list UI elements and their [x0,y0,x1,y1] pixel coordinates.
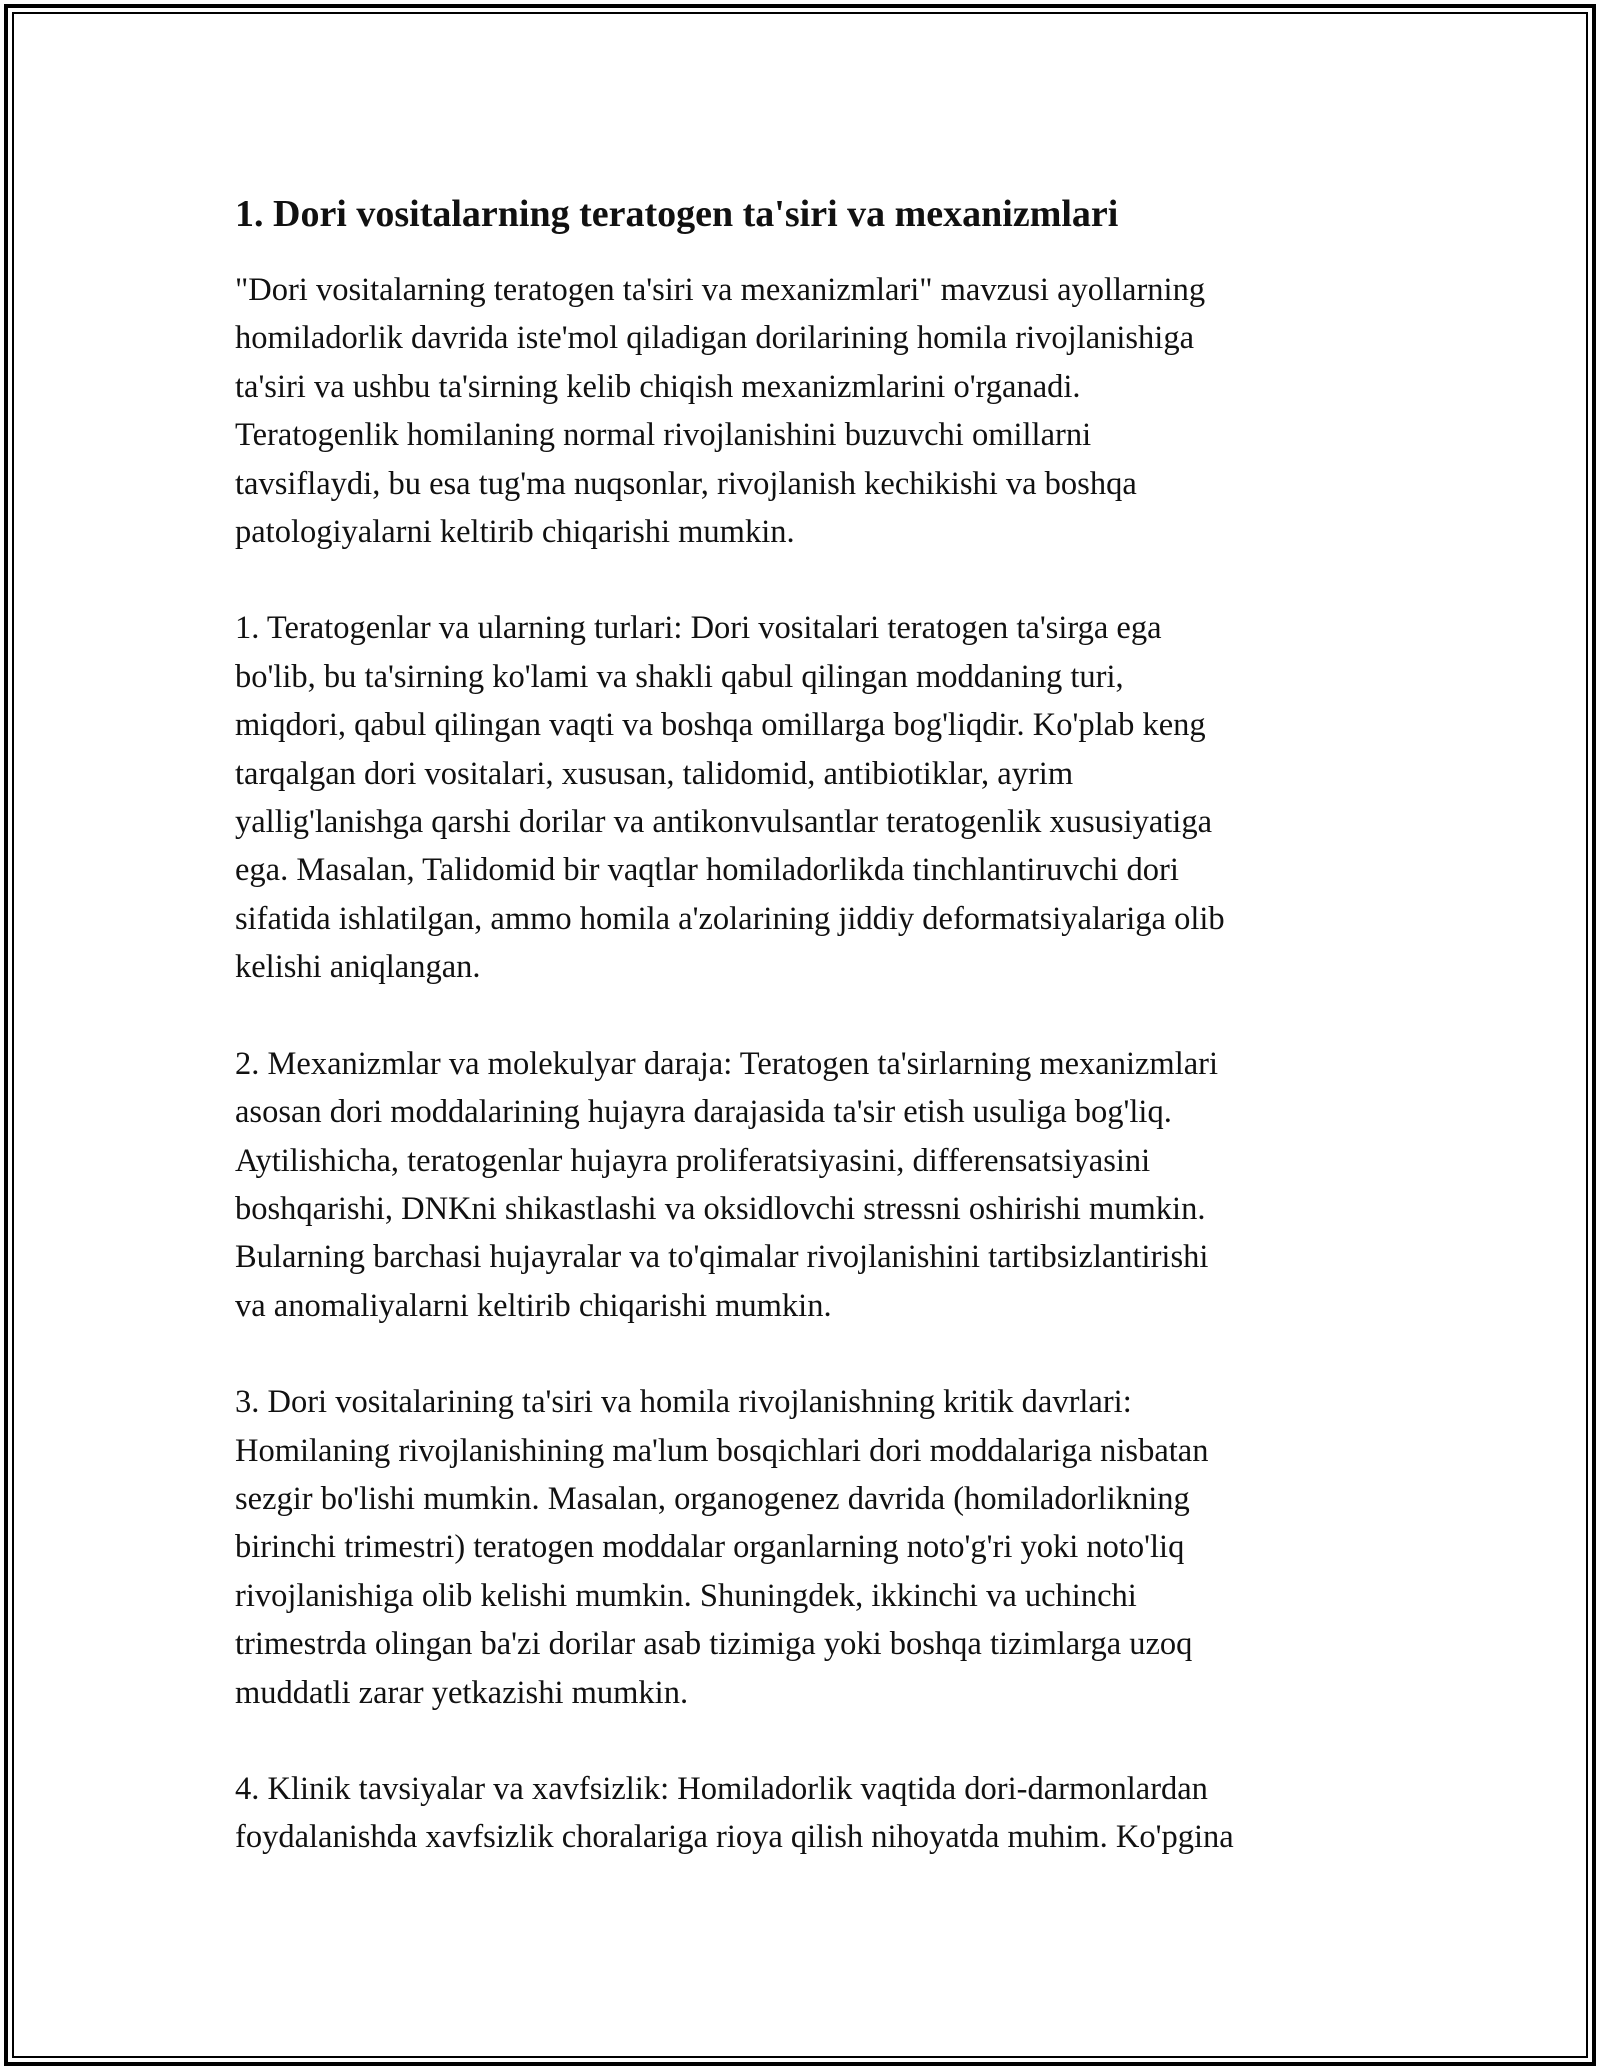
paragraph-line: miqdori, qabul qilingan vaqti va boshqa omillarga bog'liqdir. Ko'plab keng [235,707,1206,744]
paragraph-line: sezgir bo'lishi mumkin. Masalan, organogenez davrida (homiladorlikning [235,1480,1190,1517]
paragraph-line: tarqalgan dori vositalari, xususan, talidomid, antibiotiklar, ayrim [235,755,1074,792]
paragraph-line: Bularning barchasi hujayralar va to'qimalar rivojlanishini tartibsizlantirishi [235,1239,1209,1276]
paragraph-line: Aytilishicha, teratogenlar hujayra proliferatsiyasini, differensatsiyasini [235,1142,1151,1179]
paragraph-line: homiladorlik davrida iste'mol qiladigan dorilarining homila rivojlanishiga [235,320,1195,357]
paragraph-line: Teratogenlik homilaning normal rivojlanishini buzuvchi omillarni [235,417,1092,454]
paragraph-line: ega. Masalan, Talidomid bir vaqtlar homiladorlikda tinchlantiruvchi dori [235,852,1179,889]
paragraph-mechanisms [235,1040,1375,1330]
paragraph-line: boshqarishi, DNKni shikastlashi va oksidlovchi stressni oshirishi mumkin. [235,1190,1206,1227]
paragraph-line: va anomaliyalarni keltirib chiqarishi mumkin. [235,1287,832,1324]
paragraph-line: 3. Dori vositalarining ta'siri va homila rivojlanishning kritik davrlari: [235,1384,1132,1421]
paragraph-line: foydalanishda xavfsizlik choralariga rioya qilish nihoyatda muhim. Ko'pgina [235,1819,1234,1856]
paragraph-clinical-safety [235,1765,1375,1862]
paragraph-line: rivojlanishiga olib kelishi mumkin. Shuningdek, ikkinchi va uchinchi [235,1577,1137,1614]
paragraph-line: tavsiflaydi, bu esa tug'ma nuqsonlar, rivojlanish kechikishi va boshqa [235,465,1137,502]
document-body [235,188,1375,1910]
paragraph-line: patologiyalarni keltirib chiqarishi mumkin. [235,514,795,551]
paragraph-line: 1. Teratogenlar va ularning turlari: Dori vositalari teratogen ta'sirga ega [235,610,1162,647]
paragraph-critical-periods [235,1378,1375,1717]
paragraph-line: "Dori vositalarning teratogen ta'siri va mexanizmlari" mavzusi ayollarning [235,272,1206,308]
document-title: 1. Dori vositalarning teratogen ta'siri va mexanizmlari [235,193,1119,235]
paragraph-line: asosan dori moddalarining hujayra darajasida ta'sir etish usuliga bog'liq. [235,1094,1172,1131]
paragraph-line: 2. Mexanizmlar va molekulyar daraja: Teratogen ta'sirlarning mexanizmlari [235,1045,1219,1082]
paragraph-line: bo'lib, bu ta'sirning ko'lami va shakli qabul qilingan moddaning turi, [235,658,1124,695]
paragraph-line: ta'siri va ushbu ta'sirning kelib chiqish mexanizmlarini o'rganadi. [235,368,1081,405]
paragraph-line: kelishi aniqlangan. [235,949,481,986]
paragraph-line: sifatida ishlatilgan, ammo homila a'zolarining jiddiy deformatsiyalariga olib [235,900,1225,937]
paragraph-line: Homilaning rivojlanishining ma'lum bosqichlari dori moddalariga nisbatan [235,1432,1209,1469]
paragraph-intro [235,266,1375,556]
paragraph-line: muddatli zarar yetkazishi mumkin. [235,1674,689,1711]
paragraph-line: birinchi trimestri) teratogen moddalar organlarning noto'g'ri yoki noto'liq [235,1529,1185,1566]
paragraph-teratogens-types [235,604,1375,991]
paragraph-line: trimestrda olingan ba'zi dorilar asab tizimiga yoki boshqa tizimlarga uzoq [235,1626,1193,1663]
paragraph-line: yallig'lanishga qarshi dorilar va antikonvulsantlar teratogenlik xususiyatiga [235,804,1212,841]
paragraph-line: 4. Klinik tavsiyalar va xavfsizlik: Homiladorlik vaqtida dori-darmonlardan [235,1770,1208,1807]
